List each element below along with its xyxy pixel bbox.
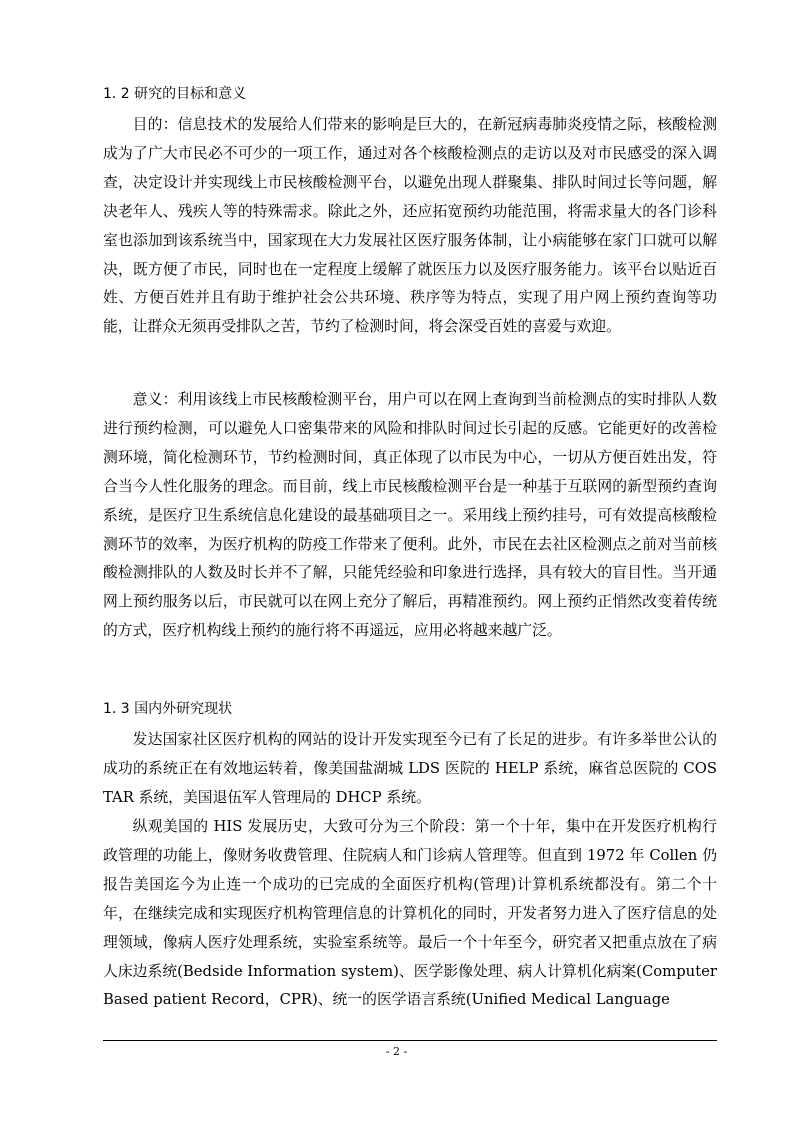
paragraph-history: 纵观美国的 HIS 发展历史，大致可分为三个阶段：第一个十年，集中在开发医疗机构行政管理的功能上，像财务收费管理、住院病人和门诊病人管理等。但直到 1972 年 Collen 仍报告美国迄今为止连一个成功的已完成的全面医疗机构(管理)计算机系统都没有。第二个十年，在继续完成和实现医疗机构管理信息的计算机化的同时，开发者努力进入了医疗信息的处理领域，像病人医疗处理系统，实验室系统等。最后一个十年至今，研究者又把重点放在了病人床边系统(Bedside Information system)、医学影像处理、病人计算机化病案(Computer Based patient Record，CPR)、统一的医学语言系统(Unified Medical Language <box>103 818 717 1009</box>
page-number: - 2 - <box>385 1045 408 1058</box>
section-heading-1-3: 1. 3 国内外研究现状 <box>103 701 233 717</box>
paragraph-intro: 发达国家社区医疗机构的网站的设计开发实现至今已有了长足的进步。有许多举世公认的成功的系统正在有效地运转着，像美国盐湖城 LDS 医院的 HELP 系统，麻省总医院的 COSTAR 系统，美国退伍军人管理局的 DHCP 系统。 <box>103 731 717 806</box>
paragraph-goal: 目的：信息技术的发展给人们带来的影响是巨大的，在新冠病毒肺炎疫情之际，核酸检测成为了广大市民必不可少的一项工作，通过对各个核酸检测点的走访以及对市民感受的深入调查，决定设计并实现线上市民核酸检测平台，以避免出现人群聚集、排队时间过长等问题，解决老年人、残疾人等的特殊需求。除此之外，还应拓宽预约功能范围，将需求量大的各门诊科室也添加到该系统当中，国家现在大力发展社区医疗服务体制，让小病能够在家门口就可以解决，既方便了市民，同时也在一定程度上缓解了就医压力以及医疗服务能力。该平台以贴近百姓、方便百姓并且有助于维护社会公共环境、秩序等为特点，实现了用户网上预约查询等功能，让群众无须再受排队之苦，节约了检测时间，将会深受百姓的喜爱与欢迎。 <box>103 116 717 336</box>
paragraph-meaning: 意义：利用该线上市民核酸检测平台，用户可以在网上查询到当前检测点的实时排队人数进行预约检测，可以避免人口密集带来的风险和排队时间过长引起的反感。它能更好的改善检测环境，简化检测环节，节约检测时间，真正体现了以市民为中心，一切从方便百姓出发，符合当今人性化服务的理念。而目前，线上市民核酸检测平台是一种基于互联网的新型预约查询系统，是医疗卫生系统信息化建设的最基础项目之一。采用线上预约挂号，可有效提高核酸检测环节的效率，为医疗机构的防疫工作带来了便利。此外，市民在去社区检测点之前对当前核酸检测排队的人数及时长并不了解，只能凭经验和印象进行选择，具有较大的盲目性。当开通网上预约服务以后，市民就可以在网上充分了解后，再精准预约。网上预约正悄然改变着传统的方式，医疗机构线上预约的施行将不再遥远，应用必将越来越广泛。 <box>103 391 717 640</box>
footer-divider <box>103 1040 717 1041</box>
section-heading-1-2: 1. 2 研究的目标和意义 <box>103 86 247 102</box>
